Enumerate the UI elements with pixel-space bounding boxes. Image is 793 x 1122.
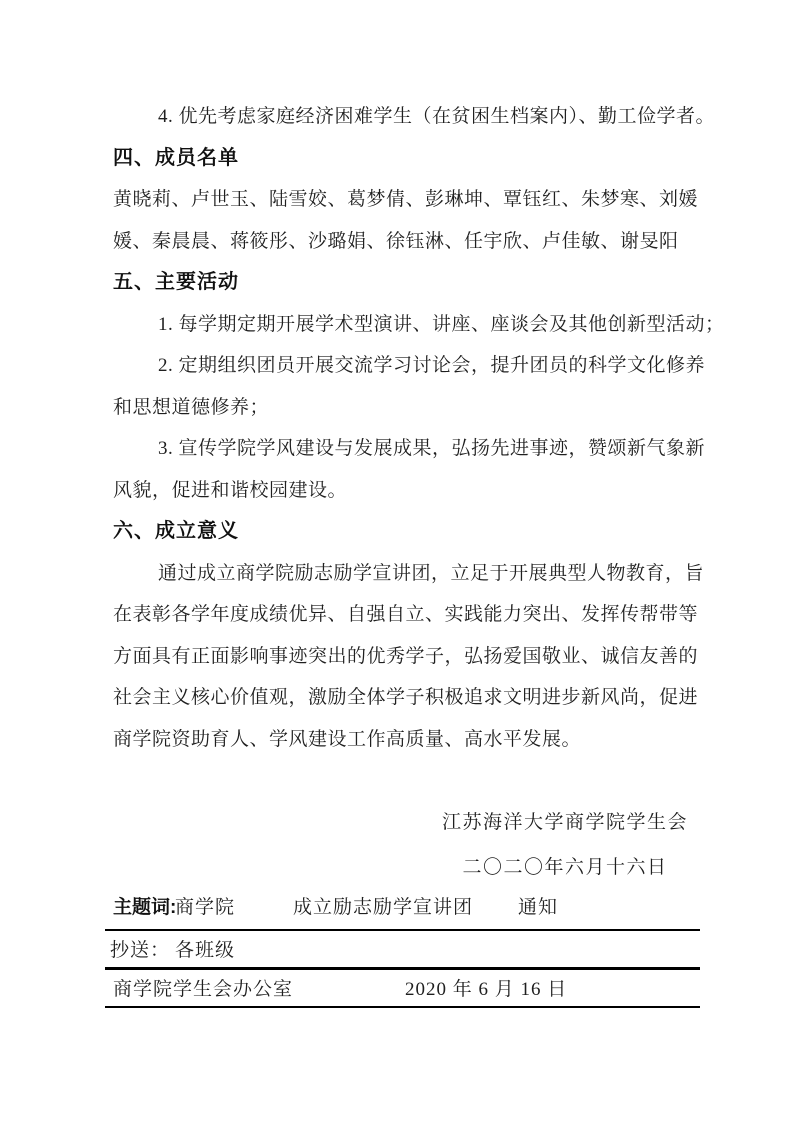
significance-line-2: 在表彰各学年度成绩优异、自强自立、实践能力突出、发挥传帮带等 bbox=[113, 604, 699, 625]
issue-date: 2020 年 6 月 16 日 bbox=[405, 979, 568, 1000]
activity-item-2-line-1: 2. 定期组织团员开展交流学习讨论会，提升团员的科学文化修养 bbox=[158, 355, 706, 376]
activity-item-2-line-2: 和思想道德修养； bbox=[113, 396, 270, 418]
activity-item-3-line-1: 3. 宣传学院学风建设与发展成果，弘扬先进事迹，赞颂新气象新 bbox=[158, 438, 706, 459]
members-line-2: 媛、秦晨晨、蒋筱彤、沙璐娟、徐钰淋、任宇欣、卢佳敏、谢旻阳 bbox=[113, 230, 679, 252]
activity-item-3-line-2: 风貌，促进和谐校园建设。 bbox=[113, 479, 348, 501]
significance-line-1: 通过成立商学院励志励学宣讲团，立足于开展典型人物教育，旨 bbox=[158, 562, 705, 584]
section-heading-significance: 六、成立意义 bbox=[113, 520, 239, 542]
members-line-1: 黄晓莉、卢世玉、陆雪姣、葛梦倩、彭琳坤、覃钰红、朱梦寒、刘媛 bbox=[113, 189, 699, 210]
footer-divider-middle bbox=[105, 967, 700, 970]
keyword-value-2: 成立励志励学宣讲团 bbox=[293, 897, 474, 918]
cc-value: 各班级 bbox=[175, 940, 236, 961]
keywords-row bbox=[113, 893, 705, 923]
keywords-label: 主题词: bbox=[113, 897, 177, 918]
issuing-office: 商学院学生会办公室 bbox=[113, 979, 294, 1000]
cc-label: 抄送： bbox=[110, 940, 171, 961]
document-body bbox=[113, 96, 725, 760]
signature-date: 二〇二〇年六月十六日 bbox=[462, 857, 668, 878]
section-heading-members: 四、成员名单 bbox=[113, 146, 239, 169]
office-row bbox=[113, 975, 705, 1005]
keyword-value-3: 通知 bbox=[518, 897, 559, 918]
body-line-item-4: 4. 优先考虑家庭经济困难学生（在贫困生档案内）、勤工俭学者。 bbox=[158, 106, 716, 127]
activity-item-1: 1. 每学期定期开展学术型演讲、讲座、座谈会及其他创新型活动； bbox=[158, 313, 725, 335]
footer-divider-top bbox=[105, 929, 700, 931]
significance-line-3: 方面具有正面影响事迹突出的优秀学子，弘扬爱国敬业、诚信友善的 bbox=[113, 645, 699, 667]
significance-line-4: 社会主义核心价值观，激励全体学子积极追求文明进步新风尚，促进 bbox=[113, 687, 699, 708]
footer-divider-bottom bbox=[105, 1006, 700, 1008]
keyword-value-1: 商学院 bbox=[175, 897, 236, 918]
signature-block bbox=[420, 800, 710, 890]
signature-org: 江苏海洋大学商学院学生会 bbox=[441, 812, 688, 833]
significance-line-5: 商学院资助育人、学风建设工作高质量、高水平发展。 bbox=[113, 728, 582, 750]
cc-row bbox=[110, 936, 705, 966]
section-heading-activities: 五、主要活动 bbox=[113, 271, 239, 293]
